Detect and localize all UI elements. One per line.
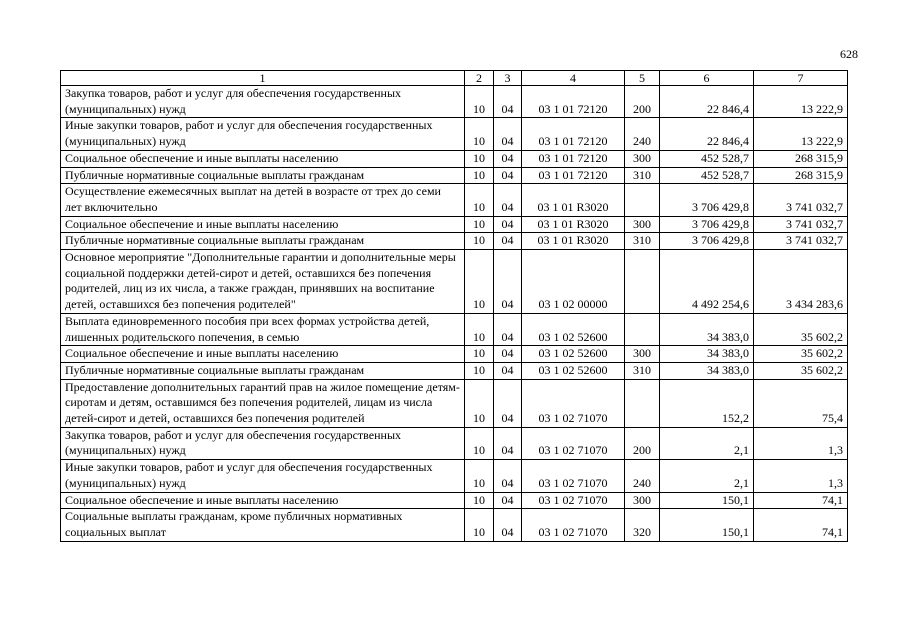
table-body: [61, 86, 848, 542]
cell-target-article: 03 1 01 72120: [522, 86, 625, 118]
column-header-section: 2: [465, 71, 494, 86]
cell-expense-type: 300: [625, 346, 660, 363]
cell-amount-year1: 452 528,7: [660, 167, 754, 184]
table-row: [61, 184, 848, 216]
cell-amount-year1: 22 846,4: [660, 86, 754, 118]
cell-expense-type: 300: [625, 216, 660, 233]
cell-amount-year1: 34 383,0: [660, 346, 754, 363]
cell-name: Социальное обеспечение и иные выплаты населению: [61, 346, 465, 363]
cell-name: Публичные нормативные социальные выплаты гражданам: [61, 233, 465, 250]
cell-expense-type: 310: [625, 167, 660, 184]
cell-amount-year2: 74,1: [754, 509, 848, 541]
cell-subsection: 04: [494, 118, 522, 150]
cell-amount-year1: 152,2: [660, 379, 754, 427]
cell-amount-year1: 150,1: [660, 492, 754, 509]
table-row: [61, 118, 848, 150]
table-header-row: [61, 71, 848, 86]
cell-name: Закупка товаров, работ и услуг для обеспечения государственных (муниципальных) нужд: [61, 427, 465, 459]
cell-amount-year2: 74,1: [754, 492, 848, 509]
cell-amount-year2: 1,3: [754, 427, 848, 459]
cell-amount-year1: 34 383,0: [660, 362, 754, 379]
cell-subsection: 04: [494, 379, 522, 427]
cell-target-article: 03 1 01 R3020: [522, 216, 625, 233]
cell-subsection: 04: [494, 167, 522, 184]
cell-target-article: 03 1 02 71070: [522, 492, 625, 509]
cell-expense-type: 240: [625, 460, 660, 492]
cell-subsection: 04: [494, 509, 522, 541]
cell-subsection: 04: [494, 233, 522, 250]
cell-amount-year1: 34 383,0: [660, 313, 754, 345]
cell-section: 10: [465, 233, 494, 250]
column-header-amount-year1: 6: [660, 71, 754, 86]
cell-subsection: 04: [494, 86, 522, 118]
cell-target-article: 03 1 01 72120: [522, 167, 625, 184]
cell-target-article: 03 1 02 71070: [522, 379, 625, 427]
cell-section: 10: [465, 118, 494, 150]
page-number: 628: [840, 47, 858, 61]
cell-subsection: 04: [494, 362, 522, 379]
cell-target-article: 03 1 02 52600: [522, 362, 625, 379]
cell-subsection: 04: [494, 184, 522, 216]
table-row: [61, 167, 848, 184]
cell-amount-year1: 3 706 429,8: [660, 184, 754, 216]
cell-target-article: 03 1 02 52600: [522, 346, 625, 363]
cell-section: 10: [465, 509, 494, 541]
cell-section: 10: [465, 150, 494, 167]
cell-name: Иные закупки товаров, работ и услуг для обеспечения государственных (муниципальных) нужд: [61, 460, 465, 492]
table-row: [61, 216, 848, 233]
cell-name: Предоставление дополнительных гарантий прав на жилое помещение детям-сиротам и детям, оставшимся без попечения родителей, лицам из числа детей-сирот и детей, оставшихся без попечения родителей: [61, 379, 465, 427]
cell-name: Осуществление ежемесячных выплат на детей в возрасте от трех до семи лет включительно: [61, 184, 465, 216]
cell-target-article: 03 1 02 71070: [522, 427, 625, 459]
cell-expense-type: 310: [625, 362, 660, 379]
cell-subsection: 04: [494, 346, 522, 363]
cell-target-article: 03 1 01 72120: [522, 118, 625, 150]
cell-name: Социальное обеспечение и иные выплаты населению: [61, 492, 465, 509]
cell-expense-type: [625, 379, 660, 427]
table-row: [61, 509, 848, 541]
column-header-target-article: 4: [522, 71, 625, 86]
table-row: [61, 427, 848, 459]
cell-expense-type: 310: [625, 233, 660, 250]
column-header-subsection: 3: [494, 71, 522, 86]
cell-amount-year2: 3 741 032,7: [754, 233, 848, 250]
cell-target-article: 03 1 02 71070: [522, 509, 625, 541]
cell-section: 10: [465, 86, 494, 118]
cell-amount-year2: 268 315,9: [754, 150, 848, 167]
cell-name: Иные закупки товаров, работ и услуг для обеспечения государственных (муниципальных) нужд: [61, 118, 465, 150]
cell-name: Социальное обеспечение и иные выплаты населению: [61, 150, 465, 167]
cell-subsection: 04: [494, 313, 522, 345]
cell-name: Публичные нормативные социальные выплаты гражданам: [61, 167, 465, 184]
column-header-name: 1: [61, 71, 465, 86]
cell-expense-type: 300: [625, 492, 660, 509]
cell-amount-year1: 3 706 429,8: [660, 233, 754, 250]
cell-expense-type: 300: [625, 150, 660, 167]
cell-amount-year1: 3 706 429,8: [660, 216, 754, 233]
cell-section: 10: [465, 184, 494, 216]
table-row: [61, 460, 848, 492]
cell-section: 10: [465, 460, 494, 492]
cell-section: 10: [465, 346, 494, 363]
cell-amount-year2: 3 741 032,7: [754, 216, 848, 233]
cell-expense-type: [625, 250, 660, 314]
cell-expense-type: 240: [625, 118, 660, 150]
cell-subsection: 04: [494, 250, 522, 314]
cell-expense-type: 320: [625, 509, 660, 541]
cell-amount-year1: 2,1: [660, 460, 754, 492]
cell-subsection: 04: [494, 427, 522, 459]
column-header-amount-year2: 7: [754, 71, 848, 86]
cell-amount-year2: 35 602,2: [754, 346, 848, 363]
cell-section: 10: [465, 492, 494, 509]
cell-target-article: 03 1 01 R3020: [522, 233, 625, 250]
cell-expense-type: 200: [625, 427, 660, 459]
cell-amount-year2: 13 222,9: [754, 86, 848, 118]
table-row: [61, 362, 848, 379]
cell-section: 10: [465, 313, 494, 345]
cell-name: Социальные выплаты гражданам, кроме публичных нормативных социальных выплат: [61, 509, 465, 541]
cell-amount-year2: 3 741 032,7: [754, 184, 848, 216]
cell-target-article: 03 1 02 71070: [522, 460, 625, 492]
cell-expense-type: 200: [625, 86, 660, 118]
cell-section: 10: [465, 250, 494, 314]
cell-amount-year1: 150,1: [660, 509, 754, 541]
table-row: [61, 313, 848, 345]
cell-subsection: 04: [494, 216, 522, 233]
cell-name: Основное мероприятие "Дополнительные гарантии и дополнительные меры социальной поддержки детей-сирот и детей, оставшихся без попечения родителей, лиц из их числа, а также граждан, принявших на воспитание детей, оставшихся без попечения родителей": [61, 250, 465, 314]
budget-table: [60, 70, 848, 542]
cell-target-article: 03 1 01 72120: [522, 150, 625, 167]
cell-section: 10: [465, 362, 494, 379]
cell-subsection: 04: [494, 492, 522, 509]
cell-subsection: 04: [494, 150, 522, 167]
cell-section: 10: [465, 427, 494, 459]
cell-name: Социальное обеспечение и иные выплаты населению: [61, 216, 465, 233]
cell-amount-year1: 2,1: [660, 427, 754, 459]
cell-expense-type: [625, 313, 660, 345]
cell-amount-year1: 4 492 254,6: [660, 250, 754, 314]
table-row: [61, 379, 848, 427]
cell-target-article: 03 1 02 00000: [522, 250, 625, 314]
cell-amount-year2: 75,4: [754, 379, 848, 427]
cell-name: Закупка товаров, работ и услуг для обеспечения государственных (муниципальных) нужд: [61, 86, 465, 118]
cell-expense-type: [625, 184, 660, 216]
table-row: [61, 233, 848, 250]
cell-target-article: 03 1 01 R3020: [522, 184, 625, 216]
table-row: [61, 492, 848, 509]
cell-amount-year2: 3 434 283,6: [754, 250, 848, 314]
column-header-expense-type: 5: [625, 71, 660, 86]
cell-amount-year1: 452 528,7: [660, 150, 754, 167]
cell-amount-year2: 35 602,2: [754, 313, 848, 345]
table-row: [61, 150, 848, 167]
cell-subsection: 04: [494, 460, 522, 492]
cell-amount-year2: 35 602,2: [754, 362, 848, 379]
cell-amount-year2: 13 222,9: [754, 118, 848, 150]
cell-section: 10: [465, 216, 494, 233]
cell-section: 10: [465, 379, 494, 427]
cell-section: 10: [465, 167, 494, 184]
table-row: [61, 86, 848, 118]
cell-name: Публичные нормативные социальные выплаты гражданам: [61, 362, 465, 379]
cell-amount-year2: 268 315,9: [754, 167, 848, 184]
cell-name: Выплата единовременного пособия при всех формах устройства детей, лишенных родительского попечения, в семью: [61, 313, 465, 345]
cell-amount-year1: 22 846,4: [660, 118, 754, 150]
table-row: [61, 346, 848, 363]
table-row: [61, 250, 848, 314]
cell-target-article: 03 1 02 52600: [522, 313, 625, 345]
cell-amount-year2: 1,3: [754, 460, 848, 492]
